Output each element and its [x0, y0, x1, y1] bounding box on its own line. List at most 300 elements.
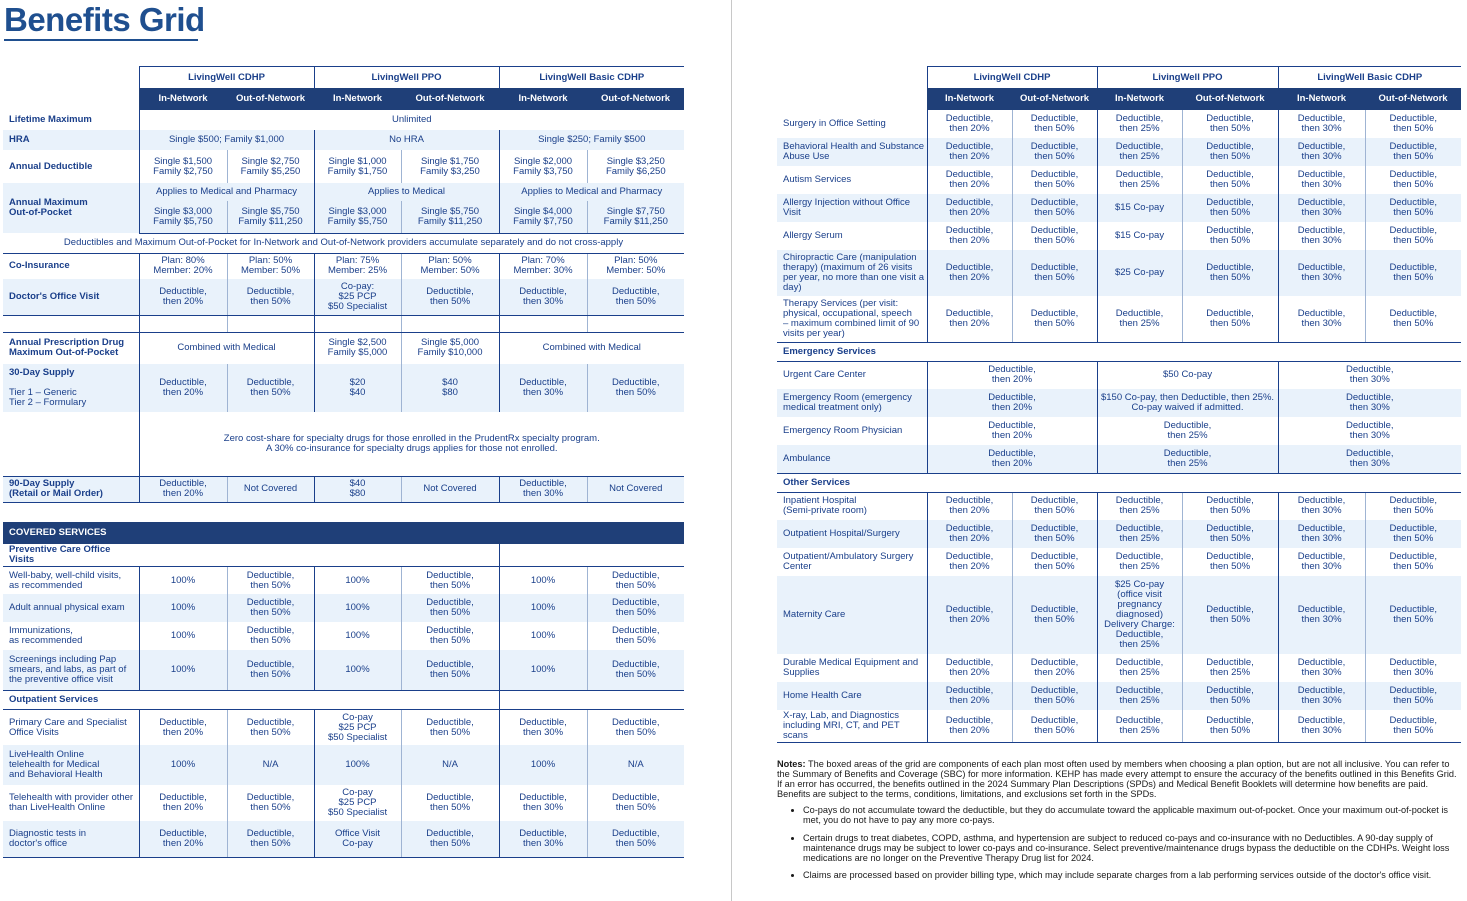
cell-line: then 50% [1209, 235, 1251, 246]
table-row [777, 492, 1461, 520]
benefit-cell [1365, 548, 1461, 576]
cell-line: then 50% [615, 802, 656, 814]
label-line: smears, and labs, as part of [9, 664, 127, 676]
benefit-cell [227, 476, 314, 502]
benefit-cell [314, 364, 401, 412]
benefit-cell [139, 150, 227, 183]
cell-line: Deductible, [426, 792, 474, 804]
cell-line: then 50% [1034, 533, 1075, 544]
cell-line: then 50% [1034, 614, 1075, 625]
benefit-cell [139, 253, 227, 279]
benefit-cell [499, 183, 684, 201]
benefit-cell [1097, 361, 1278, 389]
label-line: Adult annual physical exam [9, 602, 125, 614]
label-line: Outpatient Hospital/Surgery [783, 528, 900, 540]
row-label [777, 389, 927, 417]
benefit-cell [227, 709, 314, 745]
cell-line: Zero cost-share for specialty drugs for those enrolled in the PrudentRx specialty program. [223, 432, 600, 444]
cell-line: then 50% [1209, 724, 1251, 736]
benefit-cell [927, 710, 1012, 742]
label-line: Center [783, 561, 812, 572]
table-row [3, 315, 684, 332]
cell-line: Deductible, [945, 262, 994, 274]
label-line: Co-Insurance [9, 260, 70, 272]
benefit-cell [1278, 296, 1365, 342]
section-header [3, 544, 684, 566]
table-row [777, 296, 1461, 342]
benefit-cell [314, 566, 401, 594]
cell-line: then 20% [162, 387, 204, 398]
benefit-cell [139, 622, 227, 650]
cell-line: Deductible, [1115, 169, 1164, 181]
table-row [3, 253, 684, 279]
benefit-cell [499, 709, 587, 745]
cell-line: then 50% [429, 838, 471, 850]
cell-line: then 50% [250, 607, 291, 619]
cell-line: Member: 30% [513, 265, 573, 277]
benefit-cell [1097, 222, 1182, 250]
notes-bullet: • Claims are processed based on provider billing type, which may include separate charges from a lab performing services outside of the doctor's office visit. [803, 871, 1457, 881]
cell-line: Single $5,750 [241, 205, 300, 217]
cell-line: Plan: 70% [521, 255, 565, 267]
cell-line: $50 Co-pay [1162, 369, 1213, 381]
benefit-cell [1365, 222, 1461, 250]
benefit-cell [139, 650, 227, 690]
cell-line: then 25% [1167, 430, 1208, 441]
label-line: per year, no more than one visit a [783, 272, 924, 283]
benefit-cell [1012, 520, 1097, 548]
benefit-cell [1365, 166, 1461, 194]
benefit-cell [587, 594, 684, 622]
cell-line: then 20% [162, 802, 204, 814]
cell-line: then 50% [1034, 207, 1075, 218]
label-line: Lifetime Maximum [9, 114, 92, 126]
cell-line: then 50% [1393, 533, 1434, 544]
cell-line: Deductible, [1206, 495, 1254, 507]
cell-line: then 30% [1301, 667, 1342, 678]
label-line: Telehealth with provider other [9, 792, 134, 804]
section-filler [499, 690, 684, 709]
cell-line: then 30% [1301, 272, 1342, 283]
benefit-cell [1278, 548, 1365, 576]
benefit-cell [927, 296, 1012, 342]
cell-line: then 50% [1034, 695, 1075, 706]
benefit-cell [587, 622, 684, 650]
cell-line: then 20% [949, 317, 990, 329]
page-title: Benefits Grid [4, 1, 205, 38]
notes-lead: Notes: [777, 759, 806, 769]
cell-line: $15 Co-pay [1114, 202, 1165, 214]
table-row [777, 548, 1461, 576]
cell-line: then 30% [1301, 533, 1342, 544]
benefit-cell [499, 253, 587, 279]
cell-line: Deductible, [246, 377, 295, 389]
cell-line: Deductible, [1297, 225, 1346, 237]
cell-line: then 50% [250, 635, 291, 647]
benefit-cell [927, 576, 1012, 654]
benefit-cell [587, 785, 684, 821]
cell-line: then 20% [949, 505, 990, 517]
cell-line: then 50% [1209, 561, 1251, 572]
benefit-cell [927, 166, 1012, 194]
plan-header: LivingWell Basic CDHP [499, 67, 684, 89]
cell-line: Deductible, [1163, 420, 1212, 432]
notes-text: The boxed areas of the grid are components of each plan most often used by members when choosing a plan option, but are not all inclusive. You can refer to the Summary of Benefits and Coverage (SBC) for more information. KEHP has made every attempt to ensure the accuracy of the benefits outlined in this Benefits Grid. If an error has occurred, the benefits outlined in the 2024 Summary Plan Descriptions (SPDs) and Medical Benefit Booklets will determine how benefits are paid. Benefits are subject to the terms, conditions, limitations, and exclusions set forth in the SPDs. [777, 759, 1457, 799]
cell-line: Deductible, [1297, 141, 1346, 153]
cell-line: then 50% [1034, 505, 1075, 517]
cell-line: Applies to Medical and Pharmacy [521, 186, 663, 198]
benefit-cell [139, 315, 227, 332]
benefit-cell [314, 201, 401, 233]
network-header: Out-of-Network [1182, 88, 1278, 110]
benefit-cell [314, 785, 401, 821]
cell-line: Member: 20% [153, 265, 213, 277]
cell-line: then 50% [429, 726, 471, 738]
cell-line: Deductibles and Maximum Out-of-Pocket for In-Network and Out-of-Network providers accumulate separately and do not cross-apply [63, 237, 624, 249]
cell-line: then 50% [1209, 505, 1251, 517]
row-label [777, 417, 927, 445]
benefit-cell [139, 745, 227, 785]
cell-line: Deductible, [1115, 307, 1164, 319]
benefit-cell [1012, 194, 1097, 222]
cell-line: then 30% [522, 802, 564, 814]
benefit-cell [1012, 110, 1097, 138]
cell-line: then 30% [522, 488, 564, 499]
label-line: 30-Day Supply [9, 367, 75, 379]
table-row [777, 654, 1461, 682]
cell-line: then 30% [522, 726, 564, 738]
benefit-cell [499, 476, 587, 502]
cell-line: Single $1,000 [328, 155, 387, 167]
cell-line: Co-pay: [340, 280, 375, 292]
cell-line: Deductible, [246, 597, 295, 609]
benefit-cell [1365, 520, 1461, 548]
benefit-cell [1278, 445, 1461, 473]
cell-line: Single $1,750 [420, 155, 480, 167]
label-line: Office Visits [9, 726, 59, 738]
cell-line: then 50% [250, 579, 291, 591]
cell-line: Deductible, [1297, 714, 1346, 726]
benefit-cell [1365, 576, 1461, 654]
cell-line: then 20% [1034, 667, 1075, 678]
benefit-cell [139, 785, 227, 821]
section-label: Other Services [777, 473, 1461, 492]
benefit-cell [1012, 250, 1097, 296]
benefit-cell [314, 253, 401, 279]
table-row [3, 150, 684, 183]
row-label [777, 361, 927, 389]
cell-line: Family $11,250 [603, 215, 668, 227]
benefit-cell [227, 622, 314, 650]
cell-line: Member: 25% [327, 265, 388, 277]
cell-line: then 50% [615, 669, 656, 681]
benefit-cell [139, 709, 227, 745]
benefit-cell [139, 566, 227, 594]
benefit-cell [314, 150, 401, 183]
label-line: Home Health Care [783, 690, 862, 702]
cell-line: 100% [530, 630, 556, 642]
specialty-note [139, 412, 684, 476]
label-line: Emergency Room (emergency [783, 392, 912, 404]
cell-line: $25 Co-pay [1114, 579, 1165, 591]
cell-line: Single $4,000 [513, 205, 573, 217]
table-row [3, 566, 684, 594]
section-label: Preventive Care Office Visits [3, 544, 139, 566]
cell-line: then 50% [1034, 179, 1075, 190]
benefit-cell [927, 492, 1012, 520]
cell-line: Deductible, [519, 377, 567, 389]
cell-line: Deductible, [159, 792, 207, 804]
benefit-cell [499, 566, 587, 594]
benefit-cell [227, 315, 314, 332]
benefit-cell [401, 594, 499, 622]
benefits-table-left [3, 66, 684, 858]
cell-line: 100% [530, 602, 556, 614]
benefit-cell [314, 279, 401, 315]
benefit-cell [499, 745, 587, 785]
label-line: Out-of-Pocket [9, 207, 72, 218]
benefit-cell [314, 745, 401, 785]
benefit-cell [1097, 710, 1182, 742]
table-row [777, 576, 1461, 654]
benefit-cell [587, 821, 684, 857]
table-row [777, 138, 1461, 166]
benefit-cell [401, 150, 499, 183]
cell-line: then 25% [1119, 724, 1160, 736]
benefit-cell [1012, 654, 1097, 682]
benefit-cell [1097, 417, 1278, 445]
cell-line: Single $5,000 [420, 337, 480, 349]
cell-line: Deductible, [1115, 523, 1164, 535]
cell-line: No HRA [389, 134, 424, 146]
benefit-cell [314, 821, 401, 857]
label-line: Tier 1 – Generic [9, 387, 77, 398]
label-line: visits per year) [783, 327, 845, 339]
cell-line: Deductible, [1206, 551, 1254, 563]
table-row [777, 389, 1461, 417]
cell-line: Deductible, [159, 716, 207, 728]
label-line: Annual Prescription Drug [9, 337, 125, 349]
cell-line: then 50% [615, 295, 656, 307]
table-row [3, 412, 684, 476]
table-row [3, 279, 684, 315]
label-line: Supplies [783, 667, 820, 678]
cell-line: then 50% [1393, 123, 1434, 134]
cell-line: then 20% [991, 374, 1033, 386]
benefit-cell [227, 594, 314, 622]
cell-line: Deductible, [1030, 262, 1079, 274]
cell-line: Deductible, [1206, 685, 1254, 697]
row-label [777, 166, 927, 194]
benefit-cell [1012, 222, 1097, 250]
row-label [3, 745, 139, 785]
table-row [777, 445, 1461, 473]
cell-line: then 20% [949, 724, 990, 736]
benefit-cell [499, 315, 587, 332]
row-label [3, 130, 139, 150]
benefit-cell [139, 332, 314, 364]
table-row [777, 361, 1461, 389]
cell-line: Deductible, [1206, 523, 1254, 535]
benefit-cell [1182, 492, 1278, 520]
cell-line: Deductible, [945, 197, 994, 209]
cell-line: Deductible, [1297, 523, 1346, 535]
label-line: Behavioral Health and Substance [783, 141, 925, 153]
cell-line: Family $1,750 [327, 165, 388, 177]
benefit-cell [1182, 520, 1278, 548]
cell-line: $40 [349, 478, 366, 490]
label-line: Well-baby, well-child visits, [9, 569, 122, 581]
label-line: Urgent Care Center [783, 369, 866, 381]
cell-line: Deductible, [1030, 657, 1079, 669]
benefit-cell [1365, 250, 1461, 296]
cell-line: Combined with Medical [177, 342, 276, 354]
cell-line: Deductible, [612, 377, 660, 389]
benefit-cell [401, 201, 499, 233]
cell-line: Deductible, [1346, 447, 1394, 459]
cell-line: Deductible, [988, 392, 1036, 404]
cell-line: Deductible, [1115, 685, 1164, 697]
benefit-cell [1097, 520, 1182, 548]
network-header: In-Network [314, 88, 401, 110]
cell-line: Deductible, [1297, 657, 1346, 669]
notes-paragraph [777, 760, 1457, 800]
cell-line: Deductible, [988, 364, 1036, 376]
cell-line: then 50% [615, 726, 656, 738]
network-header: In-Network [1278, 88, 1365, 110]
section-filler [139, 544, 499, 566]
cell-line: Deductible, [612, 569, 660, 581]
cell-line: Deductible, [519, 828, 567, 840]
cell-line: then 50% [429, 669, 471, 681]
cell-line: Deductible, [988, 447, 1036, 459]
benefit-cell [401, 622, 499, 650]
cell-line: Single $2,750 [241, 155, 300, 167]
benefit-cell [1012, 710, 1097, 742]
label-line: Therapy Services (per visit: [783, 297, 899, 309]
cell-line: pregnancy [1117, 599, 1162, 611]
cell-line: Deductible, [246, 569, 295, 581]
cell-line: then 50% [1034, 123, 1075, 134]
cell-line: Single $3,000 [153, 205, 213, 217]
cell-line: Deductible, [1206, 262, 1254, 274]
label-line: Visit [783, 207, 801, 218]
row-label [777, 710, 927, 742]
cell-line: Co-pay [342, 787, 373, 799]
cell-line: then 50% [250, 726, 291, 738]
cell-line: 100% [530, 759, 556, 771]
cell-line: Plan: 50% [428, 255, 472, 267]
cell-line: then 50% [1209, 179, 1251, 190]
cell-line: Deductible, [612, 792, 660, 804]
benefit-cell [314, 622, 401, 650]
benefit-cell [227, 279, 314, 315]
label-line: Allergy Serum [783, 230, 843, 242]
cell-line: then 20% [162, 726, 204, 738]
label-line: Emergency Room Physician [783, 425, 903, 437]
cell-line: Deductible, [1115, 714, 1164, 726]
cell-line: Deductible, [1297, 604, 1346, 616]
benefit-cell [1097, 296, 1182, 342]
cell-line: then 20% [949, 561, 990, 572]
cell-line: Deductible, [1206, 169, 1254, 181]
benefit-cell [927, 222, 1012, 250]
label-line: Inpatient Hospital [783, 495, 857, 507]
network-header: Out-of-Network [227, 88, 314, 110]
benefit-cell [1278, 682, 1365, 710]
cell-line: 100% [170, 759, 196, 771]
cell-line: Not Covered [423, 483, 477, 495]
cell-line: Single $2,500 [328, 337, 387, 349]
row-label [3, 476, 139, 502]
row-label [3, 332, 139, 364]
cell-line: then 20% [949, 123, 990, 134]
cell-line: then 20% [949, 207, 990, 218]
benefit-cell [3, 412, 139, 476]
benefit-cell [1182, 110, 1278, 138]
cell-line: Single $5,750 [420, 205, 480, 217]
benefit-cell [401, 279, 499, 315]
cell-line: Family $2,750 [153, 165, 213, 177]
label-line: than LiveHealth Online [9, 802, 106, 814]
benefit-cell [927, 389, 1097, 417]
row-label [3, 566, 139, 594]
network-header: In-Network [927, 88, 1012, 110]
cell-line: Deductible, [246, 659, 295, 671]
cell-line: then 50% [1034, 561, 1075, 572]
cell-line: Family $3,750 [513, 165, 573, 177]
cell-line: Deductible, [1389, 307, 1438, 319]
benefit-cell [927, 520, 1012, 548]
label-line: Durable Medical Equipment and [783, 657, 919, 669]
cell-line: Deductible, [988, 420, 1036, 432]
benefit-cell [587, 476, 684, 502]
cell-line: Plan: 50% [614, 255, 658, 267]
benefit-cell [1278, 222, 1365, 250]
cell-line: Deductible, [1297, 262, 1346, 274]
cell-line: $80 [442, 387, 458, 398]
cell-line: Not Covered [243, 483, 298, 495]
table-row [3, 745, 684, 785]
benefit-cell [587, 709, 684, 745]
cell-line: then 50% [1393, 695, 1434, 706]
cell-line: then 25% [1119, 638, 1160, 650]
label-line: Annual Maximum [9, 197, 88, 209]
cell-line: then 25% [1119, 533, 1160, 544]
cell-line: Family $7,750 [513, 215, 573, 227]
cell-line: Deductible, [612, 716, 660, 728]
benefit-cell [927, 194, 1012, 222]
cell-line: then 30% [1393, 667, 1434, 678]
benefit-cell [401, 709, 499, 745]
cell-line: Deductible, [612, 659, 660, 671]
label-line: and Behavioral Health [9, 769, 103, 781]
cell-line: Applies to Medical [367, 186, 446, 198]
benefit-cell [1278, 654, 1365, 682]
label-line: day) [783, 281, 802, 293]
benefit-cell [227, 150, 314, 183]
cell-line: Deductible, [246, 716, 295, 728]
cell-line: then 50% [1393, 724, 1434, 736]
cell-line: Family $5,250 [240, 165, 301, 177]
benefit-cell [499, 594, 587, 622]
row-label [3, 785, 139, 821]
benefit-cell [1278, 576, 1365, 654]
table-row [777, 682, 1461, 710]
cell-line: then 25% [1119, 179, 1160, 190]
cell-line: Deductible, [1030, 169, 1079, 181]
table-row [3, 110, 684, 130]
